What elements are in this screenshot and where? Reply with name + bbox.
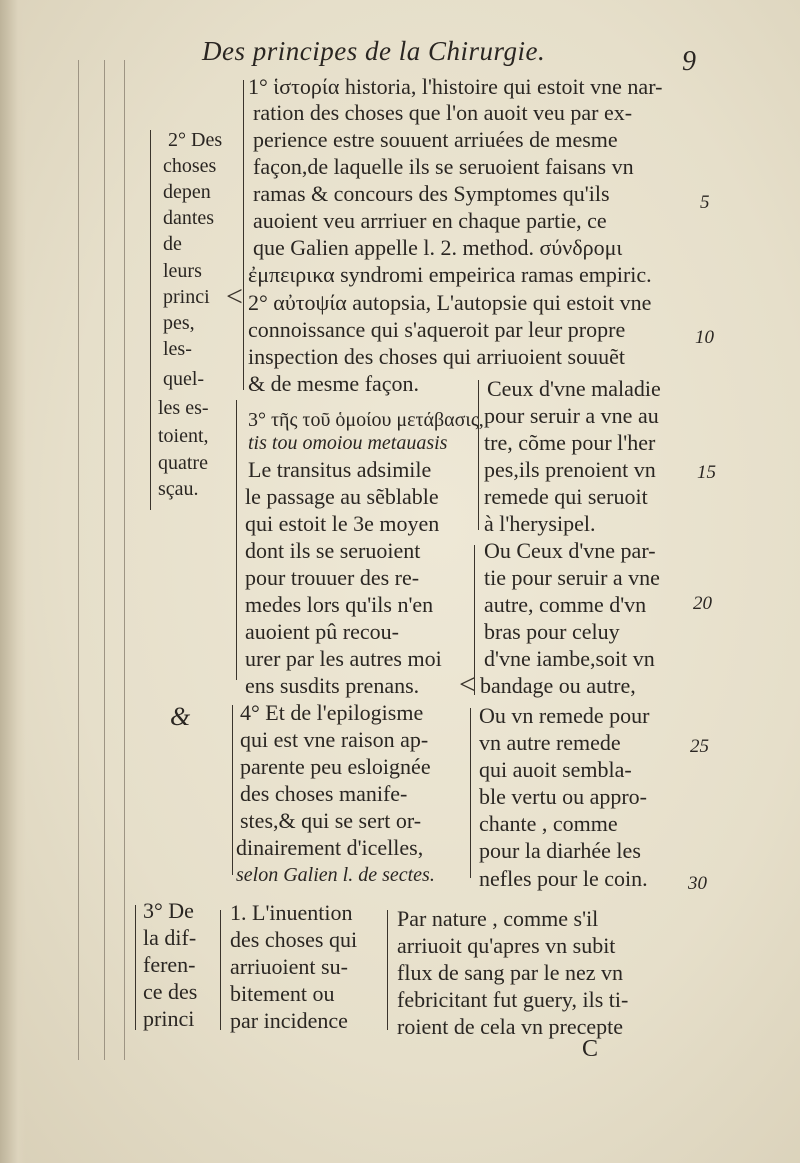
- text-line: bras pour celuy: [484, 619, 620, 644]
- running-header: Des principes de la Chirurgie.: [202, 36, 546, 66]
- margin-rule: [78, 60, 79, 1060]
- text-line: bandage ou autre,: [480, 673, 636, 698]
- text-line: auoient veu arrriuer en chaque partie, ce: [253, 208, 607, 233]
- text-line: Ou vn remede pour: [479, 703, 650, 728]
- text-line: febricitant fut guery, ils ti-: [397, 987, 629, 1012]
- left-note-line: toient,: [158, 425, 209, 447]
- text-line: Ou Ceux d'vne par-: [484, 538, 656, 563]
- left-note-line: de: [163, 233, 182, 255]
- text-line: medes lors qu'ils n'en: [245, 592, 434, 617]
- text-line: la dif-: [143, 925, 197, 950]
- text-line: Ceux d'vne maladie: [487, 376, 661, 401]
- margin-rule: [104, 60, 105, 1060]
- brace: <: [459, 668, 476, 701]
- text-line: qui est vne raison ap-: [240, 727, 429, 752]
- text-line: selon Galien l. de sectes.: [236, 864, 435, 886]
- text-line: & de mesme façon.: [248, 371, 420, 396]
- bracket-rule: [135, 905, 136, 1030]
- margin-line-number: 5: [700, 192, 710, 213]
- text-line: le passage au sẽblable: [245, 484, 439, 509]
- text-line: stes,& qui se sert or-: [240, 808, 422, 833]
- text-line: chante , comme: [479, 811, 618, 836]
- text-line: urer par les autres moi: [245, 646, 442, 671]
- text-line: pes,ils prenoient vn: [484, 457, 656, 482]
- left-note-line: 2° Des: [168, 129, 223, 151]
- bracket-rule: [478, 380, 479, 530]
- margin-line-number: 10: [695, 327, 714, 348]
- text-line: dinairement d'icelles,: [236, 835, 424, 860]
- text-line: roient de cela vn precepte: [397, 1014, 623, 1039]
- left-note-line: princi: [163, 286, 210, 308]
- bracket-rule: [470, 708, 471, 878]
- signature-mark: C: [582, 1036, 599, 1062]
- text-line: parente peu esloignée: [240, 754, 431, 779]
- left-note-line: sçau.: [158, 478, 199, 500]
- text-line: arriuoient su-: [230, 954, 348, 979]
- text-line: ἐμπειρικα syndromi empeirica ramas empiric.: [248, 262, 652, 287]
- text-line: que Galien appelle l. 2. method. σύνδρομι: [253, 235, 623, 260]
- text-line: autre, comme d'vn: [484, 592, 647, 617]
- ampersand-mark: &: [170, 702, 191, 731]
- bracket-rule: [232, 705, 233, 875]
- margin-line-number: 20: [693, 593, 712, 614]
- text-line: remede qui seruoit: [484, 484, 648, 509]
- left-note-line: pes,: [163, 312, 195, 334]
- text-line: d'vne iambe,soit vn: [484, 646, 655, 671]
- left-note-line: choses: [163, 155, 217, 177]
- margin-line-number: 30: [688, 873, 707, 894]
- text-line: vn autre remede: [479, 730, 621, 755]
- left-note-line: quel-: [163, 368, 205, 390]
- page-number: 9: [682, 46, 696, 77]
- margin-line-number: 15: [697, 462, 716, 483]
- text-line: perience estre souuent arriuées de mesme: [253, 127, 618, 152]
- page-gutter: [0, 0, 26, 1163]
- bracket-rule: [387, 910, 388, 1030]
- text-line: pour trouuer des re-: [245, 565, 420, 590]
- text-line: feren-: [143, 952, 196, 977]
- left-note-line: depen: [163, 181, 211, 203]
- text-line: qui auoit sembla-: [479, 757, 632, 782]
- bracket-rule: [236, 400, 237, 680]
- text-line: tre, cõme pour l'her: [484, 430, 656, 455]
- text-line: des choses qui: [230, 927, 358, 952]
- text-line: ens susdits prenans.: [245, 673, 420, 698]
- text-line: Le transitus adsimile: [248, 457, 432, 482]
- text-line: tis tou omoiou metauasis: [248, 432, 448, 454]
- text-line: 3° τῆς τοῦ ὁμοίου μετάβασις,: [248, 409, 484, 431]
- left-note-line: leurs: [163, 260, 202, 282]
- text-line: des choses manife-: [240, 781, 408, 806]
- bracket-rule: [243, 80, 244, 390]
- text-line: nefles pour le coin.: [479, 866, 648, 891]
- left-note-line: les-: [163, 338, 192, 360]
- text-line: ramas & concours des Symptomes qu'ils: [253, 181, 610, 206]
- text-line: flux de sang par le nez vn: [397, 960, 624, 985]
- text-line: pour la diarhée les: [479, 838, 641, 863]
- text-line: dont ils se seruoient: [245, 538, 421, 563]
- text-line: 2° αὐτοψία autopsia, L'autopsie qui estoit vne: [248, 290, 652, 315]
- text-line: pour seruir a vne au: [484, 403, 659, 428]
- text-line: qui estoit le 3e moyen: [245, 511, 440, 536]
- text-line: ration des choses que l'on auoit veu par ex-: [253, 100, 633, 125]
- bracket-rule: [150, 130, 151, 510]
- margin-rule: [124, 60, 125, 1060]
- text-line: connoissance qui s'aqueroit par leur propre: [248, 317, 626, 342]
- left-note-line: dantes: [163, 207, 215, 229]
- text-line: bitement ou: [230, 981, 335, 1006]
- text-line: inspection des choses qui arriuoient souuẽt: [248, 344, 625, 369]
- text-line: façon,de laquelle ils se seruoient faisans vn: [253, 154, 634, 179]
- text-line: 4° Et de l'epilogisme: [240, 700, 424, 725]
- brace: <: [226, 280, 243, 313]
- text-line: par incidence: [230, 1008, 348, 1033]
- left-note-line: les es-: [158, 397, 209, 419]
- text-line: ble vertu ou appro-: [479, 784, 647, 809]
- text-line: à l'herysipel.: [484, 511, 596, 536]
- text-line: Par nature , comme s'il: [397, 906, 599, 931]
- text-line: auoient pû recou-: [245, 619, 399, 644]
- left-note-line: quatre: [158, 452, 208, 474]
- text-line: ce des: [143, 979, 198, 1004]
- text-line: 1° ἱστορία historia, l'histoire qui estoit vne nar-: [248, 74, 663, 99]
- bracket-rule: [220, 910, 221, 1030]
- margin-line-number: 25: [690, 736, 709, 757]
- text-line: tie pour seruir a vne: [484, 565, 660, 590]
- text-line: 1. L'inuention: [230, 900, 353, 925]
- bracket-rule: [474, 545, 475, 695]
- text-line: 3° De: [143, 898, 194, 923]
- text-line: princi: [143, 1006, 195, 1031]
- text-line: arriuoit qu'apres vn subit: [397, 933, 616, 958]
